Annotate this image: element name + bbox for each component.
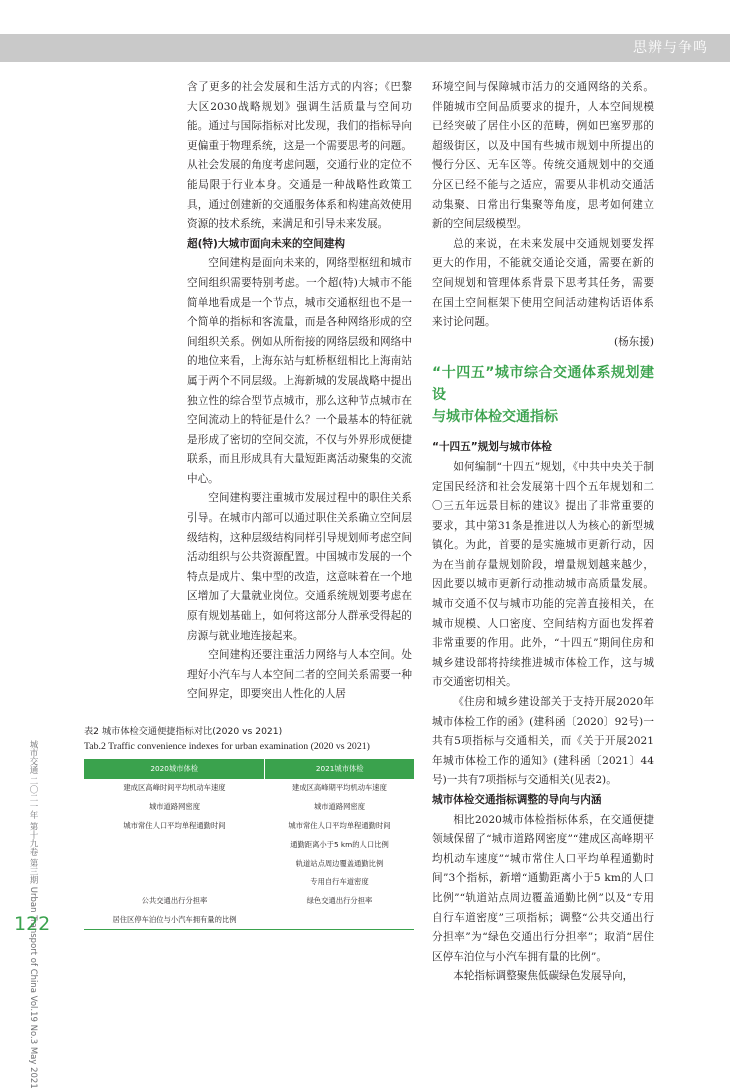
left-column — [187, 78, 412, 705]
right-column — [432, 78, 654, 987]
table-cell: 城市道路网密度 — [313, 802, 366, 812]
right-paragraph-1: 环境空间与保障城市活力的交通网络的关系。伴随城市空间品质要求的提升，人本空间规模已经突破了居住小区的范畴，例如巴塞罗那的超级街区，以及中国有些城市规划中所提出的慢行分区、无车区等。传统交通规划中的交通分区已经不能与之适应，需要从非机动交通活动集聚、日常出行集聚等角度，思考如何建立新的空间层级模型。 — [432, 81, 654, 231]
table-row — [84, 854, 414, 873]
table-row — [84, 779, 414, 798]
right-paragraph-4: 《住房和城乡建设部关于支持开展2020年城市体检工作的函》(建科函〔2020〕92号)一共有5项指标与交通相关，而《关于开展2021年城市体检工作的通知》(建科函〔2021〕44号)一共有7项指标与交通相关(见表2)。 — [432, 696, 654, 787]
table-cell: 城市常住人口平均单程通勤时间 — [288, 820, 391, 830]
right-paragraph-2: 总的来说，在未来发展中交通规划要发挥更大的作用，不能就交通论交通，需要在新的空间规划和管理体系背景下思考其任务，需要在国土空间框架下使用空间活动建构话语体系来讨论问题。 — [432, 237, 654, 329]
table-header-2020: 2020城市体检 — [84, 759, 265, 779]
section-heading-line-2: 与城市体检交通指标 — [432, 409, 558, 426]
table-caption — [84, 724, 414, 754]
table-row — [84, 873, 414, 892]
section-label: 思辨与争鸣 — [633, 40, 708, 56]
table-cell: 居住区停车泊位与小汽车拥有量的比例 — [84, 911, 265, 930]
table-row — [84, 911, 414, 930]
table-cell: 轨道站点周边覆盖通勤比例 — [295, 858, 384, 868]
table-header-row — [84, 759, 414, 779]
left-paragraph-1: 含了更多的社会发展和生活方式的内容；《巴黎大区2030战略规划》强调生活质量与空间功能。通过与国际指标对比发现，我们的指标导向更偏重于物理系统，这是一个需要思考的问题。从社会发展的角度考虑问题，交通行业的定位不能局限于行业本身。交通是一种战略性政策工具，通过创建新的交通服务体系和构建高效使用资源的技术系统，来满足和引导未来发展。 — [187, 81, 412, 231]
table-cell — [84, 854, 265, 873]
table-caption-en: Tab.2 Traffic convenience indexes for urban examination (2020 vs 2021) — [84, 741, 370, 752]
table-row — [84, 835, 414, 854]
right-paragraph-5: 相比2020城市体检指标体系，在交通便捷领域保留了“城市道路网密度”“建成区高峰期平均机动车速度”“城市常住人口平均单程通勤时间”3个指标，新增“通勤距离小于5 km的人口比例”“轨道站点周边覆盖通勤比例”以及“专用自行车道密度”三项指标；调整“公共交通出行分担率”为“绿色交通出行分担率”；取消“居住区停车泊位与小汽车拥有量的比例”。 — [432, 813, 654, 963]
section-heading-line-1: “十四五”城市综合交通体系规划建设 — [432, 365, 654, 404]
left-subheading: 超(特)大城市面向未来的空间建构 — [187, 237, 345, 250]
right-paragraph-3: 如何编制“十四五”规划，《中共中央关于制定国民经济和社会发展第十四个五年规划和二〇三五年远景目标的建议》提出了非常重要的要求，其中第31条是推进以人为核心的新型城镇化。为此，首要的是实施城市更新行动，因为在当前存量规划阶段，增量规划越来越少，因此要以城市更新行动推动城市高质量发展。城市交通不仅与城市功能的完善直接相关，在城市规模、人口密度、空间结构方面也发挥着非常重要的作用。此外，“十四五”期间住房和城乡建设部将持续推进城市体检工作，这与城市交通密切相关。 — [432, 460, 654, 689]
table-row — [84, 817, 414, 836]
table-row — [84, 892, 414, 911]
table-row — [84, 798, 414, 817]
table-cell: 绿色交通出行分担率 — [306, 896, 373, 906]
table-cell: 建成区高峰时间平均机动车速度 — [123, 783, 226, 793]
header-band — [0, 34, 730, 62]
table-cell: 建成区高峰期平均机动车速度 — [292, 783, 387, 793]
table-cell: 公共交通出行分担率 — [141, 896, 208, 906]
table-cell — [84, 835, 265, 854]
author-signature: (杨东援) — [613, 335, 654, 348]
left-paragraph-3: 空间建构要注重城市发展过程中的职住关系引导。在城市内部可以通过职住关系确立空间层级结构，这种层级结构同样引导规划师考虑空间活动组织与公共资源配置。中国城市发展的一个特点是成片、集中型的改造，这意味着在一个地区增加了大量就业岗位。交通系统规划要考虑在原有规划基础上，如何将这部分人群承受得起的房源与就业地连接起来。 — [187, 492, 412, 642]
table-caption-cn: 表2 城市体检交通便捷指标对比(2020 vs 2021) — [84, 726, 283, 737]
table-cell: 城市常住人口平均单程通勤时间 — [123, 820, 226, 830]
table-cell: 通勤距离小于5 km的人口比例 — [290, 839, 389, 849]
table-header-2021: 2021城市体检 — [265, 759, 414, 779]
indicator-comparison-table — [84, 759, 414, 930]
right-subheading-1: “十四五”规划与城市体检 — [432, 441, 552, 454]
table-cell — [265, 911, 414, 930]
journal-info: 城市交通 二〇二一年 第十九卷 第三期 Urban Transport of China Vol.19 No.3 May 2021 — [28, 740, 38, 1089]
right-paragraph-6: 本轮指标调整聚焦低碳绿色发展导向， — [453, 970, 634, 983]
left-paragraph-2: 空间建构是面向未来的，网络型枢纽和城市空间组织需要特别考虑。一个超(特)大城市不能简单地看成是一个节点，城市交通枢纽也不是一个简单的指标和客流量，而是各种网络形成的空间组织关系。例如从所衔接的网络层级和网络中的地位来看，上海东站与虹桥枢纽相比上海南站属于两个不同层级。上海新城的发展战略中提出独立性的综合型节点城市，那么这种节点城市在空间流动上的特征是什么？一个最基本的特征就是形成了密切的空间交流，不仅与外界形成便捷联系，而且形成具有大量短距离活动聚集的交流中心。 — [187, 257, 412, 485]
left-paragraph-4: 空间建构还要注重活力网络与人本空间。处理好小汽车与人本空间二者的空间关系需要一种空间界定，即要突出人性化的人居 — [187, 649, 412, 701]
table-cell — [84, 873, 265, 892]
table-cell: 城市道路网密度 — [148, 802, 201, 812]
right-subheading-2: 城市体检交通指标调整的导向与内涵 — [432, 794, 602, 806]
table-cell: 专用自行车道密度 — [310, 877, 369, 887]
page-number: 122 — [14, 913, 51, 935]
